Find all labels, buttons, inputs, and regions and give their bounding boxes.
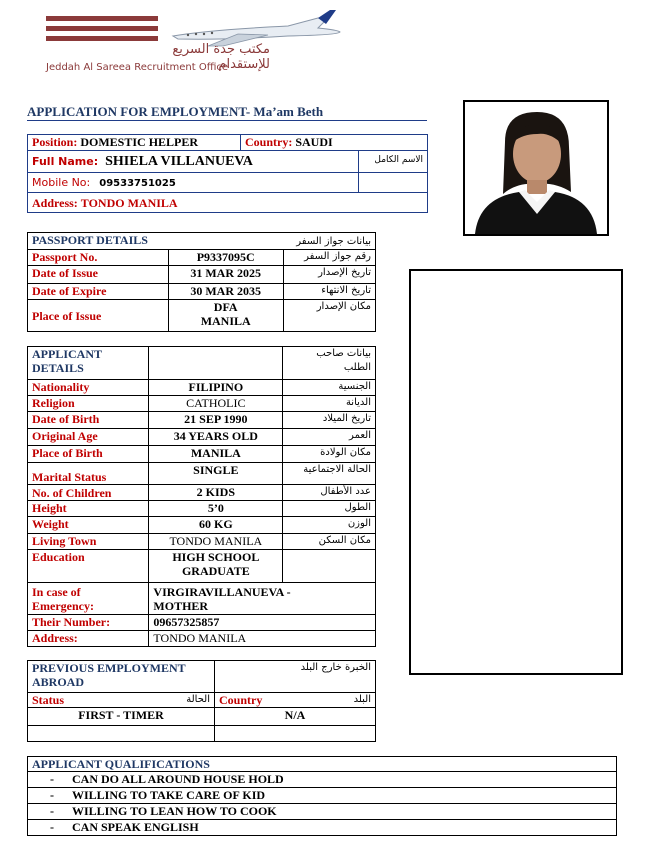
header-table xyxy=(27,134,428,213)
issue-date-ar: تاريخ الإصدار xyxy=(283,266,375,284)
fullname-value: SHIELA VILLANUEVA xyxy=(105,154,253,169)
mobile-value: 09533751025 xyxy=(99,177,176,189)
table-row xyxy=(28,446,376,463)
mobile-label: Mobile No: xyxy=(32,175,91,189)
children-ar: عدد الأطفال xyxy=(283,485,376,501)
mobile-empty-cell xyxy=(359,173,428,193)
qualification-item-4 xyxy=(28,820,617,836)
birthplace-label: Place of Birth xyxy=(28,446,149,463)
qualification-text-1: CAN DO ALL AROUND HOUSE HOLD xyxy=(72,772,284,786)
applicant-table xyxy=(27,346,376,647)
table-row xyxy=(28,485,376,501)
birthplace-value: MANILA xyxy=(149,446,283,463)
living-town-value: TONDO MANILA xyxy=(149,534,283,550)
list-item xyxy=(28,820,617,836)
marital-label: Marital Status xyxy=(28,463,149,485)
bullet-icon: - xyxy=(50,804,54,818)
qualification-item-2 xyxy=(28,788,617,804)
table-row xyxy=(28,250,376,266)
passport-no-value: P9337095C xyxy=(168,250,283,266)
table-row xyxy=(28,396,376,412)
expire-date-value: 30 MAR 2035 xyxy=(168,284,283,300)
previous-empty-2 xyxy=(215,726,376,742)
qualification-text-3: WILLING TO LEAN HOW TO COOK xyxy=(72,804,277,818)
title-underline xyxy=(27,120,427,121)
applicant-title: APPLICANT DETAILS xyxy=(32,347,102,375)
passport-no-ar: رقم جواز السفر xyxy=(283,250,375,266)
page-title: APPLICATION FOR EMPLOYMENT- Ma’am Beth xyxy=(27,104,324,119)
applicant-title-empty xyxy=(149,347,283,380)
qualification-text-4: CAN SPEAK ENGLISH xyxy=(72,820,199,834)
weight-ar: الوزن xyxy=(283,517,376,534)
fullname-ar-cell xyxy=(359,151,428,173)
education-ar xyxy=(283,550,376,583)
expire-date-ar: تاريخ الانتهاء xyxy=(283,284,375,300)
logo-arabic-text: مكتب جدة السريع للإستقدام xyxy=(172,42,270,72)
passport-table xyxy=(27,232,376,332)
religion-ar: الديانة xyxy=(283,396,376,412)
birthplace-ar: مكان الولادة xyxy=(283,446,376,463)
logo-bar-3 xyxy=(46,36,158,41)
applicant-title-cell xyxy=(28,347,149,380)
qualification-text-2: WILLING TO TAKE CARE OF KID xyxy=(72,788,266,802)
bullet-icon: - xyxy=(50,788,54,802)
country-label: Country: xyxy=(245,135,293,149)
logo-bar-1 xyxy=(46,16,158,21)
children-value: 2 KIDS xyxy=(149,485,283,501)
religion-value: CATHOLIC xyxy=(149,396,283,412)
passport-title-cell xyxy=(28,233,284,250)
country-value: SAUDI xyxy=(295,135,333,149)
weight-value: 60 KG xyxy=(149,517,283,534)
previous-title: PREVIOUS EMPLOYMENT ABROAD xyxy=(32,661,186,689)
height-value: 5’0 xyxy=(149,501,283,517)
country-cell xyxy=(241,135,428,151)
country-header-label: Country xyxy=(219,693,263,707)
country-arabic: البلد xyxy=(353,694,371,705)
table-row xyxy=(28,550,376,583)
table-row xyxy=(28,708,376,726)
qualification-item-3 xyxy=(28,804,617,820)
previous-title-cell xyxy=(28,661,215,693)
list-item xyxy=(28,788,617,804)
passport-title-arabic: بيانات جواز السفر xyxy=(296,236,371,247)
birthdate-value: 21 SEP 1990 xyxy=(149,412,283,429)
birthdate-label: Date of Birth xyxy=(28,412,149,429)
fullname-label: Full Name: xyxy=(32,155,99,168)
address-value: TONDO MANILA xyxy=(80,195,178,210)
table-row xyxy=(28,631,376,647)
emergency-address-value: TONDO MANILA xyxy=(149,631,376,647)
applicant-photo xyxy=(463,100,609,236)
their-number-label: Their Number: xyxy=(28,615,149,631)
living-town-label: Living Town xyxy=(28,534,149,550)
weight-label: Weight xyxy=(28,517,149,534)
position-label: Position: xyxy=(32,135,78,149)
list-item xyxy=(28,772,617,788)
qualification-item-1 xyxy=(28,772,617,788)
nationality-label: Nationality xyxy=(28,380,149,396)
height-ar: الطول xyxy=(283,501,376,517)
age-ar: العمر xyxy=(283,429,376,446)
expire-date-label: Date of Expire xyxy=(28,284,169,300)
table-row xyxy=(28,412,376,429)
status-label: Status xyxy=(32,693,65,707)
issue-date-value: 31 MAR 2025 xyxy=(168,266,283,284)
qualifications-table xyxy=(27,756,617,836)
passport-no-label: Passport No. xyxy=(28,250,169,266)
previous-empty-1 xyxy=(28,726,215,742)
position-value: DOMESTIC HELPER xyxy=(80,135,199,149)
table-row xyxy=(28,300,376,332)
logo-bar-2 xyxy=(46,26,158,31)
issue-place-value: DFA MANILA xyxy=(168,300,283,332)
address-label: Address: xyxy=(32,195,78,210)
status-value: FIRST - TIMER xyxy=(28,708,215,726)
table-row xyxy=(28,266,376,284)
emergency-label: In case of Emergency: xyxy=(28,583,149,615)
full-body-photo-box xyxy=(409,269,623,675)
status-header-cell xyxy=(28,693,215,708)
fullname-arabic: الاسم الكامل xyxy=(374,155,423,165)
bullet-icon: - xyxy=(50,772,54,786)
applicant-title-ar: بيانات صاحب الطلب xyxy=(283,347,376,380)
logo-english-text: Jeddah Al Sareea Recruitment Office xyxy=(46,62,229,73)
table-row xyxy=(28,463,376,485)
issue-place-label: Place of Issue xyxy=(28,300,169,332)
religion-label: Religion xyxy=(28,396,149,412)
status-arabic: الحالة xyxy=(186,694,210,705)
children-label: No. of Children xyxy=(28,485,149,501)
nationality-value: FILIPINO xyxy=(149,380,283,396)
education-value: HIGH SCHOOL GRADUATE xyxy=(149,550,283,583)
living-town-ar: مكان السكن xyxy=(283,534,376,550)
table-row xyxy=(28,429,376,446)
table-row xyxy=(28,284,376,300)
age-value: 34 YEARS OLD xyxy=(149,429,283,446)
their-number-value: 09657325857 xyxy=(149,615,376,631)
marital-value: SINGLE xyxy=(149,463,283,485)
qualifications-title: APPLICANT QUALIFICATIONS xyxy=(32,757,210,771)
birthdate-ar: تاريخ الميلاد xyxy=(283,412,376,429)
table-row xyxy=(28,534,376,550)
issue-place-ar: مكان الإصدار xyxy=(283,300,375,332)
country-value-cell: N/A xyxy=(215,708,376,726)
table-row xyxy=(28,615,376,631)
emergency-value: VIRGIRAVILLANUEVA - MOTHER xyxy=(149,583,376,615)
previous-title-ar: الخبرة خارج البلد xyxy=(215,661,376,693)
passport-title-ar-cell xyxy=(283,233,375,250)
previous-employment-table xyxy=(27,660,376,742)
issue-date-label: Date of Issue xyxy=(28,266,169,284)
table-row xyxy=(28,501,376,517)
height-label: Height xyxy=(28,501,149,517)
person-photo-icon xyxy=(465,102,607,234)
address-cell xyxy=(28,193,428,213)
fullname-cell xyxy=(28,151,359,173)
emergency-address-label: Address: xyxy=(28,631,149,647)
table-row xyxy=(28,380,376,396)
table-row xyxy=(28,517,376,534)
table-row xyxy=(28,583,376,615)
list-item xyxy=(28,804,617,820)
nationality-ar: الجنسية xyxy=(283,380,376,396)
education-label: Education xyxy=(28,550,149,583)
mobile-cell xyxy=(28,173,359,193)
marital-ar: الحالة الاجتماعية xyxy=(283,463,376,485)
passport-title: PASSPORT DETAILS xyxy=(32,233,148,247)
country-header-cell xyxy=(215,693,376,708)
age-label: Original Age xyxy=(28,429,149,446)
position-cell xyxy=(28,135,241,151)
bullet-icon: - xyxy=(50,820,54,834)
qualifications-title-cell xyxy=(28,757,617,772)
